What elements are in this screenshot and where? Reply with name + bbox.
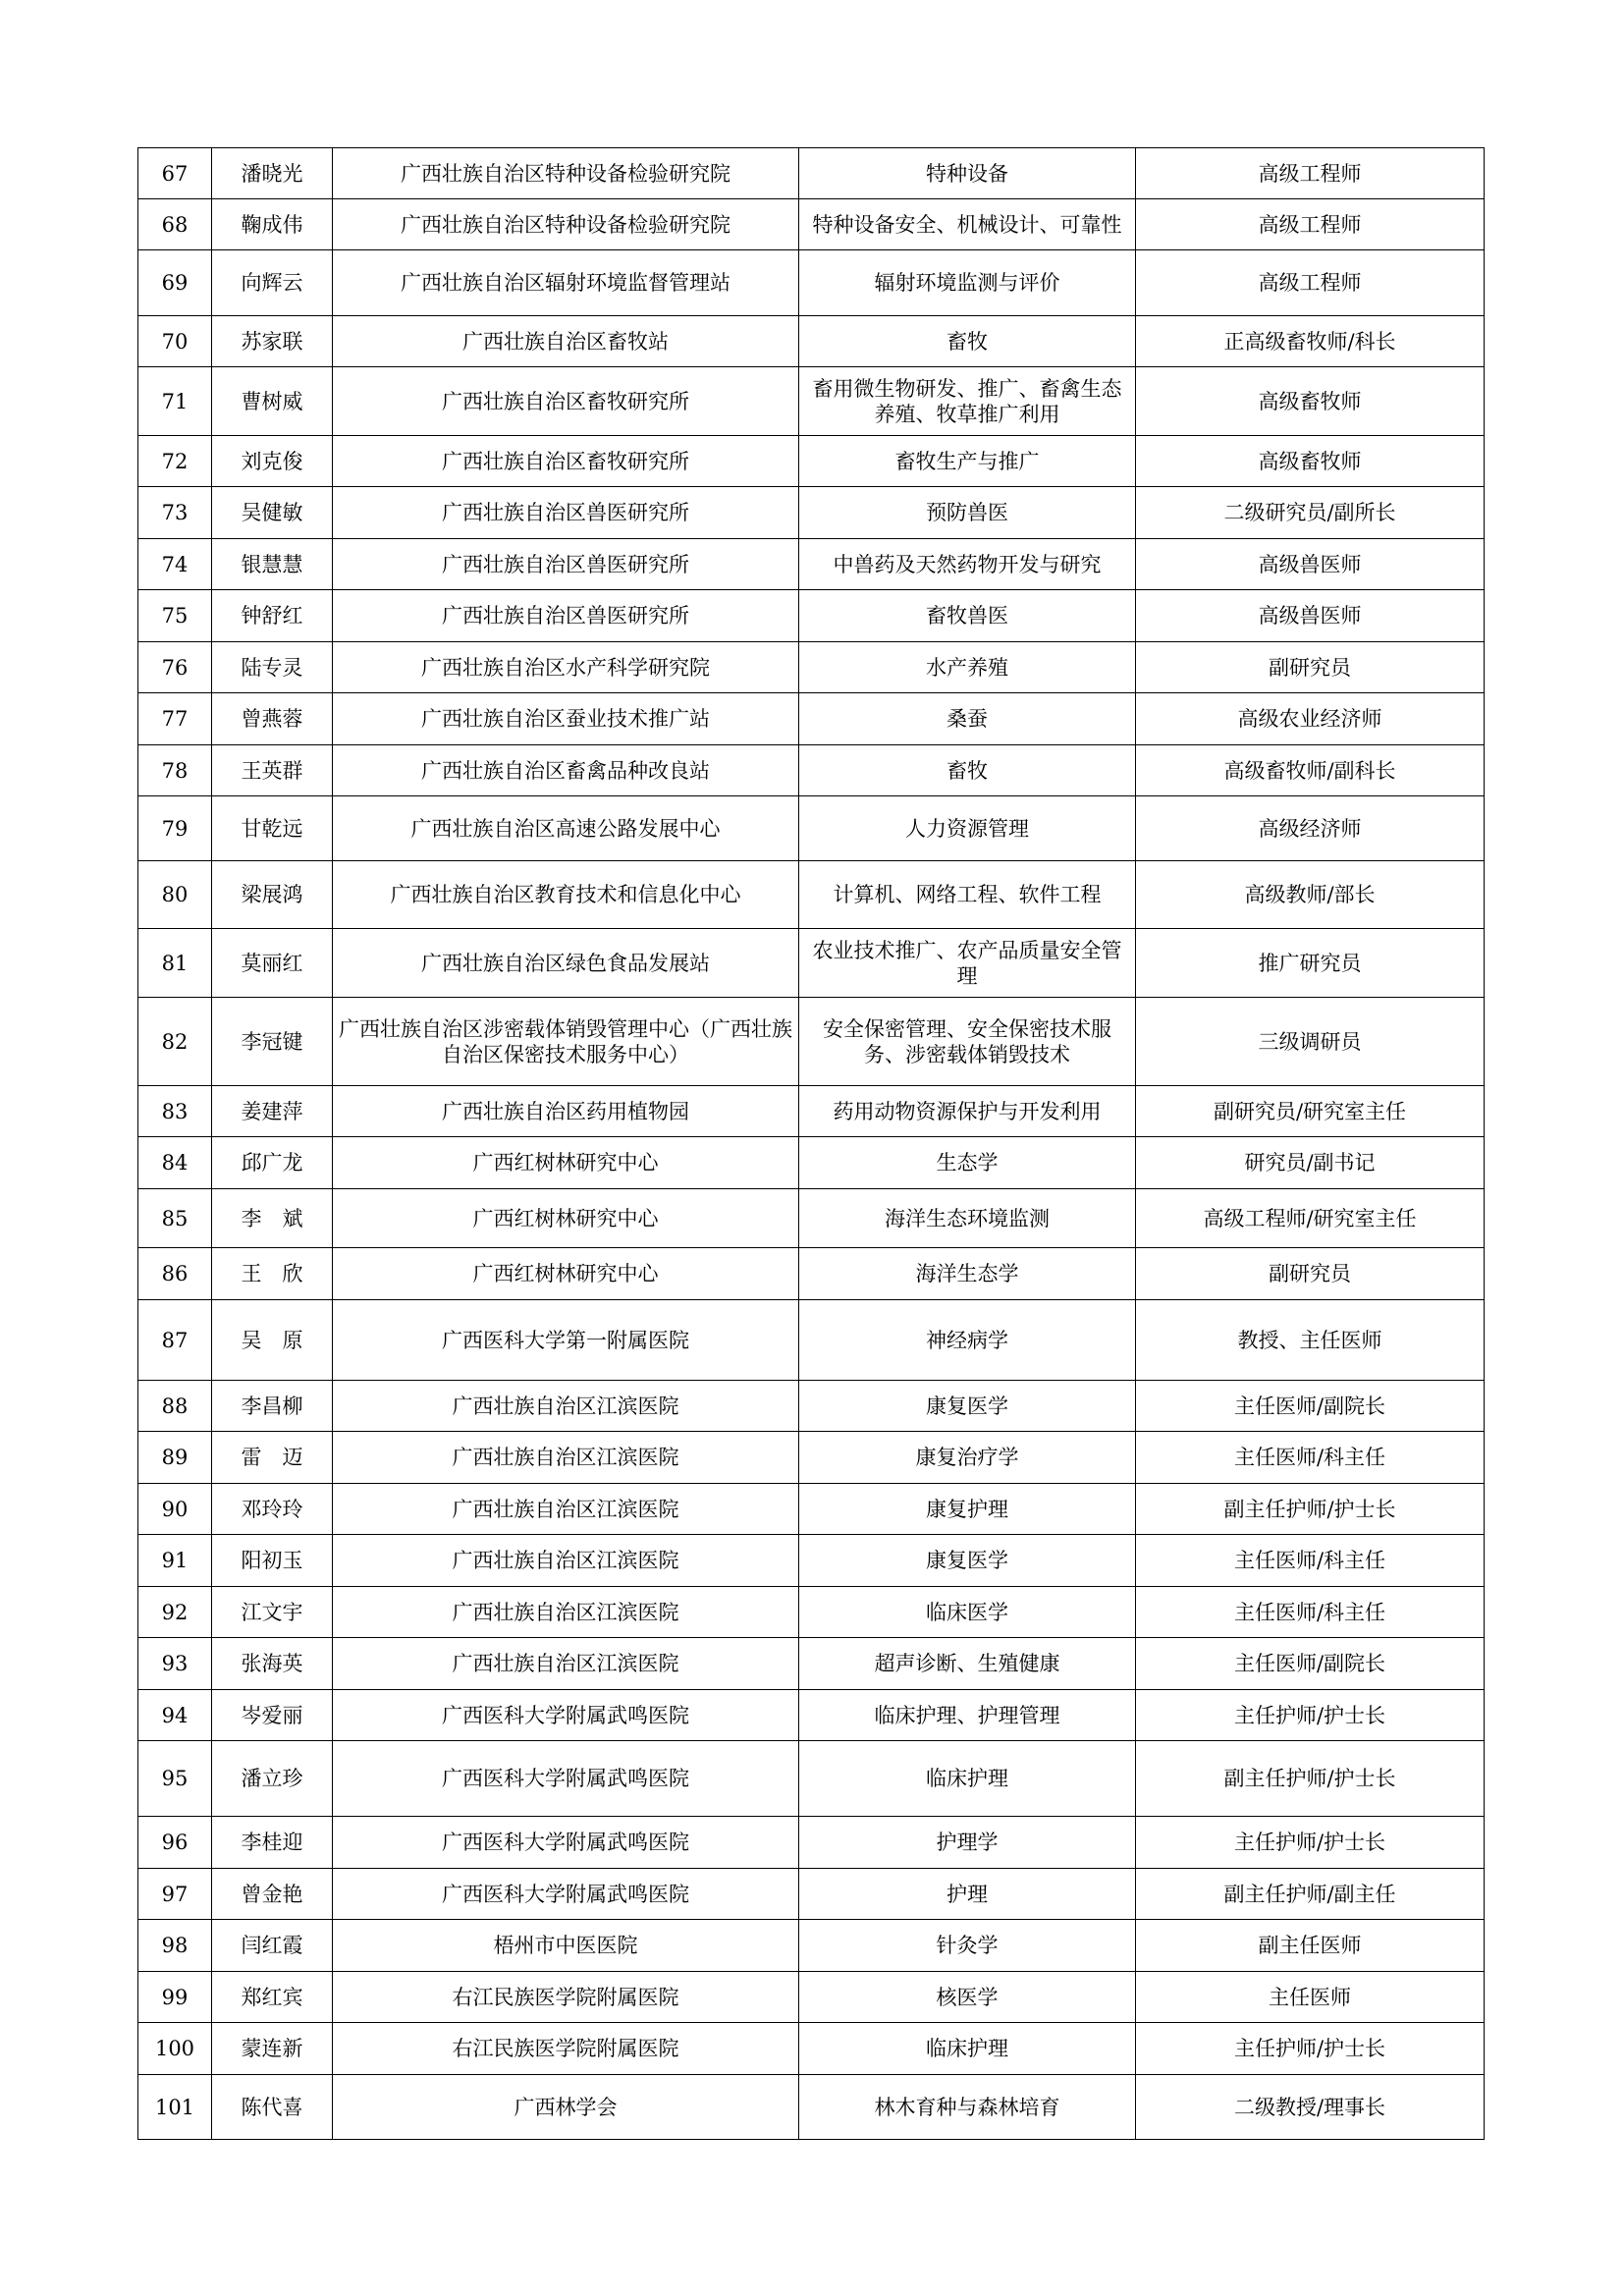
title-position: 高级工程师 bbox=[1136, 199, 1485, 250]
title-position: 副主任护师/副主任 bbox=[1136, 1869, 1485, 1920]
title-position: 主任医师/副院长 bbox=[1136, 1381, 1485, 1432]
row-number: 82 bbox=[138, 998, 212, 1086]
specialty-field: 海洋生态学 bbox=[799, 1248, 1136, 1300]
title-position: 主任医师 bbox=[1136, 1972, 1485, 2023]
row-number: 91 bbox=[138, 1535, 212, 1587]
row-number: 73 bbox=[138, 487, 212, 539]
specialty-field: 特种设备安全、机械设计、可靠性 bbox=[799, 199, 1136, 250]
work-unit: 广西医科大学附属武鸣医院 bbox=[333, 1869, 799, 1920]
title-position: 主任医师/科主任 bbox=[1136, 1587, 1485, 1638]
title-position: 二级教授/理事长 bbox=[1136, 2075, 1485, 2140]
table-row bbox=[138, 1535, 1485, 1587]
work-unit: 广西林学会 bbox=[333, 2075, 799, 2140]
person-name: 岑爱丽 bbox=[212, 1690, 333, 1741]
work-unit: 广西壮族自治区特种设备检验研究院 bbox=[333, 148, 799, 199]
row-number: 77 bbox=[138, 693, 212, 745]
person-name: 银慧慧 bbox=[212, 539, 333, 590]
work-unit: 广西壮族自治区江滨医院 bbox=[333, 1432, 799, 1484]
specialty-field: 临床医学 bbox=[799, 1587, 1136, 1638]
table-row bbox=[138, 590, 1485, 642]
work-unit: 广西医科大学附属武鸣医院 bbox=[333, 1690, 799, 1741]
row-number: 83 bbox=[138, 1086, 212, 1137]
person-name: 曾燕蓉 bbox=[212, 693, 333, 745]
title-position: 二级研究员/副所长 bbox=[1136, 487, 1485, 539]
person-name: 曹树威 bbox=[212, 367, 333, 436]
title-position: 副主任护师/护士长 bbox=[1136, 1741, 1485, 1817]
table-row bbox=[138, 1137, 1485, 1189]
work-unit: 广西壮族自治区江滨医院 bbox=[333, 1484, 799, 1535]
work-unit: 广西红树林研究中心 bbox=[333, 1248, 799, 1300]
work-unit: 广西壮族自治区兽医研究所 bbox=[333, 539, 799, 590]
person-name: 吴 原 bbox=[212, 1300, 333, 1381]
person-name: 潘立珍 bbox=[212, 1741, 333, 1817]
table-row bbox=[138, 1690, 1485, 1741]
person-name: 李昌柳 bbox=[212, 1381, 333, 1432]
work-unit: 广西壮族自治区药用植物园 bbox=[333, 1086, 799, 1137]
person-name: 鞠成伟 bbox=[212, 199, 333, 250]
row-number: 94 bbox=[138, 1690, 212, 1741]
title-position: 高级农业经济师 bbox=[1136, 693, 1485, 745]
specialty-field: 康复医学 bbox=[799, 1535, 1136, 1587]
row-number: 70 bbox=[138, 316, 212, 367]
title-position: 副研究员/研究室主任 bbox=[1136, 1086, 1485, 1137]
person-name: 雷 迈 bbox=[212, 1432, 333, 1484]
specialty-field: 康复护理 bbox=[799, 1484, 1136, 1535]
work-unit: 广西壮族自治区畜牧站 bbox=[333, 316, 799, 367]
table-row bbox=[138, 642, 1485, 693]
specialty-field: 安全保密管理、安全保密技术服务、涉密载体销毁技术 bbox=[799, 998, 1136, 1086]
row-number: 67 bbox=[138, 148, 212, 199]
table-row bbox=[138, 861, 1485, 929]
work-unit: 广西壮族自治区蚕业技术推广站 bbox=[333, 693, 799, 745]
row-number: 92 bbox=[138, 1587, 212, 1638]
specialty-field: 预防兽医 bbox=[799, 487, 1136, 539]
person-name: 甘乾远 bbox=[212, 796, 333, 861]
work-unit: 广西医科大学第一附属医院 bbox=[333, 1300, 799, 1381]
title-position: 正高级畜牧师/科长 bbox=[1136, 316, 1485, 367]
specialty-field: 康复医学 bbox=[799, 1381, 1136, 1432]
work-unit: 广西壮族自治区江滨医院 bbox=[333, 1638, 799, 1690]
row-number: 78 bbox=[138, 745, 212, 796]
specialty-field: 水产养殖 bbox=[799, 642, 1136, 693]
specialty-field: 桑蚕 bbox=[799, 693, 1136, 745]
table-row bbox=[138, 487, 1485, 539]
table-row bbox=[138, 693, 1485, 745]
work-unit: 广西壮族自治区兽医研究所 bbox=[333, 590, 799, 642]
title-position: 研究员/副书记 bbox=[1136, 1137, 1485, 1189]
person-name: 向辉云 bbox=[212, 250, 333, 316]
table-row bbox=[138, 250, 1485, 316]
specialty-field: 超声诊断、生殖健康 bbox=[799, 1638, 1136, 1690]
row-number: 97 bbox=[138, 1869, 212, 1920]
specialty-field: 神经病学 bbox=[799, 1300, 1136, 1381]
table-row bbox=[138, 929, 1485, 998]
work-unit: 广西红树林研究中心 bbox=[333, 1137, 799, 1189]
title-position: 教授、主任医师 bbox=[1136, 1300, 1485, 1381]
roster-body bbox=[138, 148, 1485, 2140]
row-number: 95 bbox=[138, 1741, 212, 1817]
table-row bbox=[138, 2075, 1485, 2140]
specialty-field: 核医学 bbox=[799, 1972, 1136, 2023]
title-position: 主任护师/护士长 bbox=[1136, 1817, 1485, 1869]
specialty-field: 畜牧 bbox=[799, 745, 1136, 796]
person-name: 莫丽红 bbox=[212, 929, 333, 998]
title-position: 高级教师/部长 bbox=[1136, 861, 1485, 929]
person-name: 闫红霞 bbox=[212, 1920, 333, 1972]
work-unit: 广西壮族自治区高速公路发展中心 bbox=[333, 796, 799, 861]
row-number: 69 bbox=[138, 250, 212, 316]
person-name: 李桂迎 bbox=[212, 1817, 333, 1869]
specialty-field: 护理学 bbox=[799, 1817, 1136, 1869]
row-number: 86 bbox=[138, 1248, 212, 1300]
title-position: 主任护师/护士长 bbox=[1136, 2023, 1485, 2075]
work-unit: 右江民族医学院附属医院 bbox=[333, 1972, 799, 2023]
row-number: 81 bbox=[138, 929, 212, 998]
row-number: 90 bbox=[138, 1484, 212, 1535]
specialty-field: 畜牧 bbox=[799, 316, 1136, 367]
table-row bbox=[138, 1638, 1485, 1690]
work-unit: 广西壮族自治区江滨医院 bbox=[333, 1587, 799, 1638]
table-row bbox=[138, 1817, 1485, 1869]
person-name: 邱广龙 bbox=[212, 1137, 333, 1189]
table-row bbox=[138, 2023, 1485, 2075]
title-position: 主任医师/副院长 bbox=[1136, 1638, 1485, 1690]
table-row bbox=[138, 1381, 1485, 1432]
row-number: 85 bbox=[138, 1189, 212, 1248]
table-row bbox=[138, 1189, 1485, 1248]
row-number: 101 bbox=[138, 2075, 212, 2140]
specialty-field: 临床护理 bbox=[799, 1741, 1136, 1817]
specialty-field: 辐射环境监测与评价 bbox=[799, 250, 1136, 316]
title-position: 三级调研员 bbox=[1136, 998, 1485, 1086]
row-number: 84 bbox=[138, 1137, 212, 1189]
table-row bbox=[138, 998, 1485, 1086]
work-unit: 广西壮族自治区兽医研究所 bbox=[333, 487, 799, 539]
table-row bbox=[138, 436, 1485, 487]
work-unit: 广西壮族自治区特种设备检验研究院 bbox=[333, 199, 799, 250]
row-number: 98 bbox=[138, 1920, 212, 1972]
row-number: 72 bbox=[138, 436, 212, 487]
person-name: 王 欣 bbox=[212, 1248, 333, 1300]
row-number: 99 bbox=[138, 1972, 212, 2023]
specialty-field: 畜用微生物研发、推广、畜禽生态养殖、牧草推广利用 bbox=[799, 367, 1136, 436]
person-name: 吴健敏 bbox=[212, 487, 333, 539]
person-name: 曾金艳 bbox=[212, 1869, 333, 1920]
table-row bbox=[138, 539, 1485, 590]
row-number: 87 bbox=[138, 1300, 212, 1381]
row-number: 93 bbox=[138, 1638, 212, 1690]
table-row bbox=[138, 1432, 1485, 1484]
work-unit: 广西壮族自治区教育技术和信息化中心 bbox=[333, 861, 799, 929]
table-row bbox=[138, 1741, 1485, 1817]
work-unit: 梧州市中医医院 bbox=[333, 1920, 799, 1972]
work-unit: 广西壮族自治区涉密载体销毁管理中心（广西壮族自治区保密技术服务中心） bbox=[333, 998, 799, 1086]
title-position: 主任医师/科主任 bbox=[1136, 1535, 1485, 1587]
specialty-field: 康复治疗学 bbox=[799, 1432, 1136, 1484]
row-number: 71 bbox=[138, 367, 212, 436]
work-unit: 广西壮族自治区水产科学研究院 bbox=[333, 642, 799, 693]
title-position: 高级经济师 bbox=[1136, 796, 1485, 861]
specialty-field: 畜牧生产与推广 bbox=[799, 436, 1136, 487]
person-name: 邓玲玲 bbox=[212, 1484, 333, 1535]
table-row bbox=[138, 316, 1485, 367]
specialty-field: 护理 bbox=[799, 1869, 1136, 1920]
row-number: 74 bbox=[138, 539, 212, 590]
person-name: 郑红宾 bbox=[212, 1972, 333, 2023]
work-unit: 广西壮族自治区畜牧研究所 bbox=[333, 436, 799, 487]
person-name: 李 斌 bbox=[212, 1189, 333, 1248]
person-name: 江文宇 bbox=[212, 1587, 333, 1638]
specialty-field: 中兽药及天然药物开发与研究 bbox=[799, 539, 1136, 590]
specialty-field: 特种设备 bbox=[799, 148, 1136, 199]
work-unit: 广西壮族自治区辐射环境监督管理站 bbox=[333, 250, 799, 316]
row-number: 100 bbox=[138, 2023, 212, 2075]
title-position: 高级兽医师 bbox=[1136, 539, 1485, 590]
table-row bbox=[138, 1300, 1485, 1381]
person-name: 潘晓光 bbox=[212, 148, 333, 199]
specialty-field: 海洋生态环境监测 bbox=[799, 1189, 1136, 1248]
person-name: 苏家联 bbox=[212, 316, 333, 367]
work-unit: 广西壮族自治区江滨医院 bbox=[333, 1535, 799, 1587]
roster-table bbox=[137, 147, 1485, 2140]
title-position: 高级畜牧师/副科长 bbox=[1136, 745, 1485, 796]
specialty-field: 临床护理、护理管理 bbox=[799, 1690, 1136, 1741]
table-row bbox=[138, 1972, 1485, 2023]
person-name: 姜建萍 bbox=[212, 1086, 333, 1137]
row-number: 80 bbox=[138, 861, 212, 929]
person-name: 蒙连新 bbox=[212, 2023, 333, 2075]
work-unit: 广西壮族自治区畜牧研究所 bbox=[333, 367, 799, 436]
table-row bbox=[138, 1587, 1485, 1638]
row-number: 96 bbox=[138, 1817, 212, 1869]
work-unit: 广西医科大学附属武鸣医院 bbox=[333, 1741, 799, 1817]
person-name: 王英群 bbox=[212, 745, 333, 796]
work-unit: 广西壮族自治区江滨医院 bbox=[333, 1381, 799, 1432]
title-position: 高级兽医师 bbox=[1136, 590, 1485, 642]
specialty-field: 针灸学 bbox=[799, 1920, 1136, 1972]
specialty-field: 农业技术推广、农产品质量安全管理 bbox=[799, 929, 1136, 998]
person-name: 李冠键 bbox=[212, 998, 333, 1086]
title-position: 主任护师/护士长 bbox=[1136, 1690, 1485, 1741]
specialty-field: 临床护理 bbox=[799, 2023, 1136, 2075]
work-unit: 广西医科大学附属武鸣医院 bbox=[333, 1817, 799, 1869]
work-unit: 广西壮族自治区畜禽品种改良站 bbox=[333, 745, 799, 796]
title-position: 高级工程师/研究室主任 bbox=[1136, 1189, 1485, 1248]
person-name: 陆专灵 bbox=[212, 642, 333, 693]
work-unit: 广西壮族自治区绿色食品发展站 bbox=[333, 929, 799, 998]
person-name: 陈代喜 bbox=[212, 2075, 333, 2140]
person-name: 梁展鸿 bbox=[212, 861, 333, 929]
specialty-field: 畜牧兽医 bbox=[799, 590, 1136, 642]
title-position: 主任医师/科主任 bbox=[1136, 1432, 1485, 1484]
table-row bbox=[138, 1248, 1485, 1300]
title-position: 副主任医师 bbox=[1136, 1920, 1485, 1972]
table-row bbox=[138, 745, 1485, 796]
specialty-field: 药用动物资源保护与开发利用 bbox=[799, 1086, 1136, 1137]
table-row bbox=[138, 148, 1485, 199]
specialty-field: 人力资源管理 bbox=[799, 796, 1136, 861]
table-row bbox=[138, 199, 1485, 250]
person-name: 张海英 bbox=[212, 1638, 333, 1690]
specialty-field: 计算机、网络工程、软件工程 bbox=[799, 861, 1136, 929]
work-unit: 右江民族医学院附属医院 bbox=[333, 2023, 799, 2075]
title-position: 推广研究员 bbox=[1136, 929, 1485, 998]
table-row bbox=[138, 1484, 1485, 1535]
specialty-field: 生态学 bbox=[799, 1137, 1136, 1189]
title-position: 高级畜牧师 bbox=[1136, 367, 1485, 436]
title-position: 副研究员 bbox=[1136, 1248, 1485, 1300]
table-row bbox=[138, 367, 1485, 436]
row-number: 76 bbox=[138, 642, 212, 693]
table-row bbox=[138, 1869, 1485, 1920]
person-name: 刘克俊 bbox=[212, 436, 333, 487]
row-number: 75 bbox=[138, 590, 212, 642]
row-number: 89 bbox=[138, 1432, 212, 1484]
person-name: 钟舒红 bbox=[212, 590, 333, 642]
title-position: 副主任护师/护士长 bbox=[1136, 1484, 1485, 1535]
row-number: 88 bbox=[138, 1381, 212, 1432]
title-position: 高级畜牧师 bbox=[1136, 436, 1485, 487]
row-number: 79 bbox=[138, 796, 212, 861]
title-position: 高级工程师 bbox=[1136, 148, 1485, 199]
work-unit: 广西红树林研究中心 bbox=[333, 1189, 799, 1248]
specialty-field: 林木育种与森林培育 bbox=[799, 2075, 1136, 2140]
person-name: 阳初玉 bbox=[212, 1535, 333, 1587]
title-position: 副研究员 bbox=[1136, 642, 1485, 693]
table-row bbox=[138, 1920, 1485, 1972]
table-row bbox=[138, 796, 1485, 861]
title-position: 高级工程师 bbox=[1136, 250, 1485, 316]
row-number: 68 bbox=[138, 199, 212, 250]
table-row bbox=[138, 1086, 1485, 1137]
